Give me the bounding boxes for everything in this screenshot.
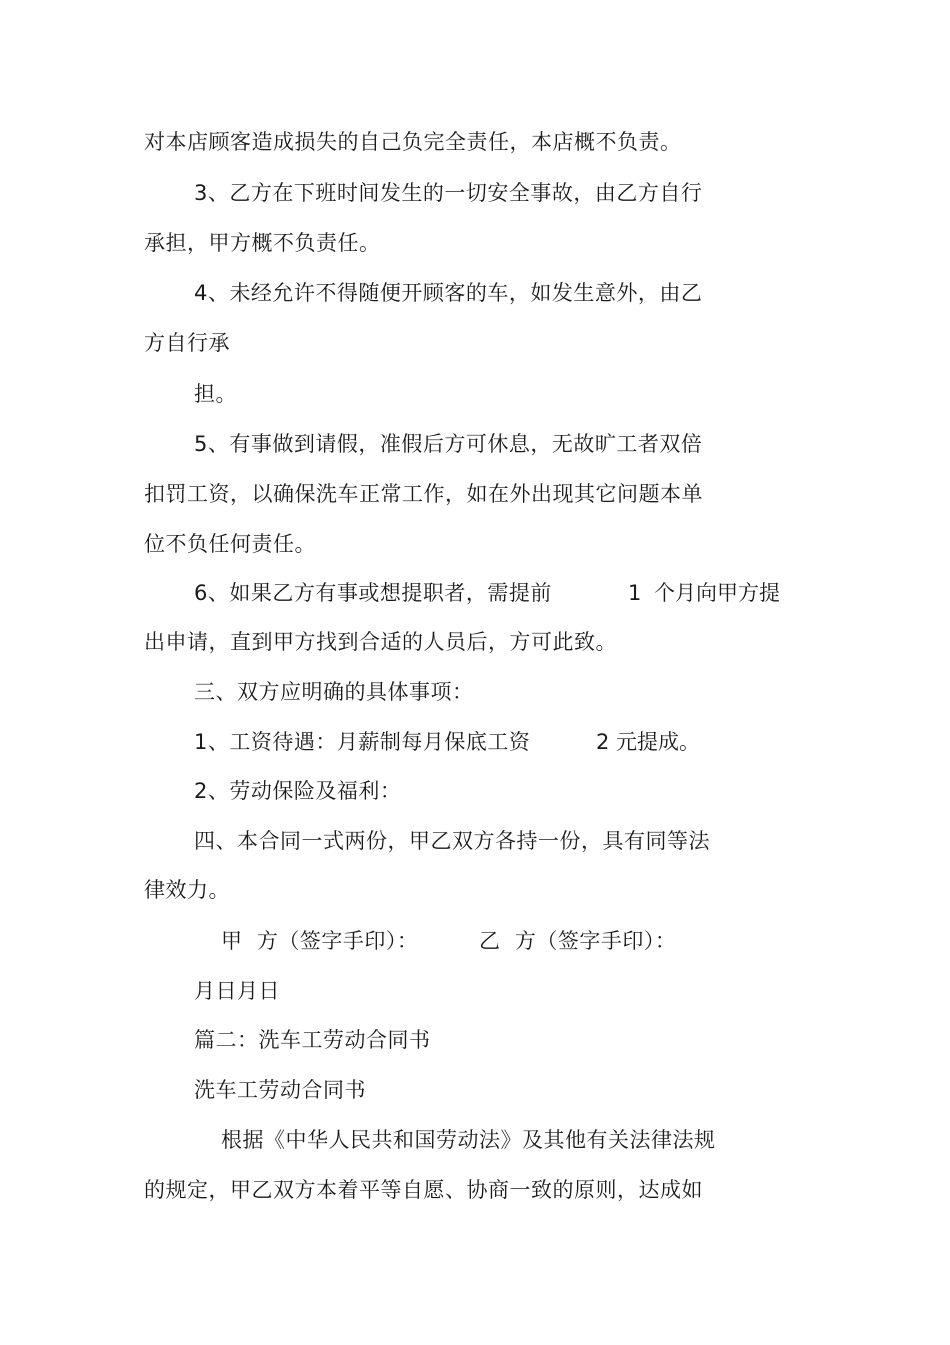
text-line: 律效力。 [144,878,230,902]
text-line: 扣罚工资，以确保洗车正常工作，如在外出现其它问题本单 [144,482,703,506]
text-fragment: 1 [628,581,642,605]
text-line: 对本店顾客造成损失的自己负完全责任，本店概不负责。 [144,130,682,154]
text-line: 根据《中华人民共和国劳动法》及其他有关法律法规 [221,1128,716,1152]
text-line: 出申请，直到甲方找到合适的人员后，方可此致。 [144,630,617,654]
text-line: 方自行承 [144,331,230,355]
text-fragment: 个月向甲方提 [654,581,780,605]
section-heading: 篇二：洗车工劳动合同书 [194,1028,431,1052]
text-line: 承担，甲方概不负责任。 [144,231,381,255]
document-title: 洗车工劳动合同书 [194,1078,366,1102]
text-fragment: 2 元提成。 [596,730,701,754]
signature-party-b: 乙 方（签字手印）： [479,929,677,953]
section-heading: 三、双方应明确的具体事项： [194,680,474,704]
date-line: 月日月日 [194,979,280,1003]
text-line: 3、乙方在下班时间发生的一切安全事故，由乙方自行 [194,181,703,205]
text-line: 4、未经允许不得随便开顾客的车，如发生意外，由乙 [194,281,703,305]
signature-party-a: 甲 方（签字手印）： [221,929,419,953]
text-line: 2、劳动保险及福利： [194,779,402,803]
text-line: 担。 [194,382,237,406]
text-line: 5、有事做到请假，准假后方可休息，无故旷工者双倍 [194,432,703,456]
text-line: 1、工资待遇：月薪制每月保底工资 [194,730,531,754]
text-line: 位不负任何责任。 [144,532,316,556]
text-line: 四、本合同一式两份，甲乙双方各持一份，具有同等法 [194,829,710,853]
text-line: 6、如果乙方有事或想提职者，需提前 [194,581,552,605]
text-line: 的规定，甲乙双方本着平等自愿、协商一致的原则，达成如 [144,1178,703,1202]
